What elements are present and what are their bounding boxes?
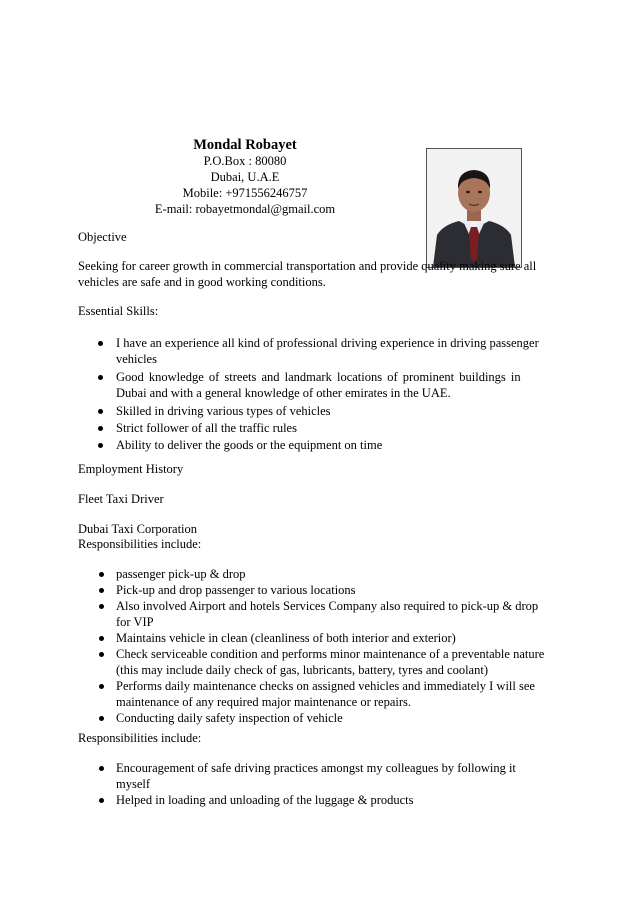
list-item: Helped in loading and unloading of the luggage & products bbox=[116, 792, 566, 808]
bullet-icon bbox=[99, 716, 104, 721]
list-item: Skilled in driving various types of vehicles bbox=[116, 403, 556, 419]
responsibilities-list bbox=[116, 566, 566, 726]
objective-line: vehicles are safe and in good working conditions. bbox=[78, 275, 326, 289]
list-item: Also involved Airport and hotels Services Company also required to pick-up & drop for VIP bbox=[116, 598, 566, 630]
objective-text bbox=[78, 258, 558, 290]
bullet-icon bbox=[98, 426, 103, 431]
list-item: Encouragement of safe driving practices amongst my colleagues by following it myself bbox=[116, 760, 566, 792]
city: Dubai, U.A.E bbox=[210, 170, 280, 184]
list-item: Good knowledge of streets and landmark locations of prominent buildings in Dubai and with a general knowledge of other emirates in the UAE. bbox=[116, 369, 556, 401]
responsibilities-heading: Responsibilities include: bbox=[78, 537, 202, 551]
portrait-image bbox=[427, 149, 521, 267]
contact-header bbox=[150, 137, 340, 217]
list-item: Performs daily maintenance checks on assigned vehicles and immediately I will see maintenance of any required major maintenance or repairs. bbox=[116, 678, 566, 710]
bullet-icon bbox=[99, 684, 104, 689]
skills-heading: Essential Skills: bbox=[78, 304, 159, 318]
list-item: I have an experience all kind of professional driving experience in driving passenger vehicles bbox=[116, 335, 556, 367]
bullet-icon bbox=[98, 375, 103, 380]
bullet-icon bbox=[99, 588, 104, 593]
company-name: Dubai Taxi Corporation bbox=[78, 522, 198, 536]
bullet-icon bbox=[99, 604, 104, 609]
list-item: Maintains vehicle in clean (cleanliness of both interior and exterior) bbox=[116, 630, 566, 646]
responsibilities-heading-2: Responsibilities include: bbox=[78, 731, 202, 745]
bullet-icon bbox=[99, 798, 104, 803]
job-title: Fleet Taxi Driver bbox=[78, 492, 164, 506]
objective-line: Seeking for career growth in commercial transportation and provide quality making sure all bbox=[78, 259, 537, 273]
list-item: Check serviceable condition and performs minor maintenance of a preventable nature (this may include daily check of gas, lubricants, battery, tyres and coolant) bbox=[116, 646, 566, 678]
bullet-icon bbox=[99, 636, 104, 641]
employment-heading: Employment History bbox=[78, 462, 184, 476]
bullet-icon bbox=[99, 652, 104, 657]
candidate-name: Mondal Robayet bbox=[193, 137, 297, 153]
po-box: P.O.Box : 80080 bbox=[203, 154, 287, 168]
responsibilities-list-2 bbox=[116, 760, 566, 808]
bullet-icon bbox=[98, 443, 103, 448]
profile-photo bbox=[426, 148, 522, 268]
objective-heading: Objective bbox=[78, 230, 127, 244]
list-item: Conducting daily safety inspection of vehicle bbox=[116, 710, 566, 726]
bullet-icon bbox=[99, 766, 104, 771]
mobile: Mobile: +971556246757 bbox=[182, 186, 308, 200]
skills-list bbox=[116, 335, 556, 453]
list-item: Ability to deliver the goods or the equipment on time bbox=[116, 437, 556, 453]
bullet-icon bbox=[98, 409, 103, 414]
bullet-icon bbox=[98, 341, 103, 346]
bullet-icon bbox=[99, 572, 104, 577]
email: E-mail: robayetmondal@gmail.com bbox=[154, 202, 336, 216]
list-item: Strict follower of all the traffic rules bbox=[116, 420, 556, 436]
list-item: Pick-up and drop passenger to various locations bbox=[116, 582, 566, 598]
list-item: passenger pick-up & drop bbox=[116, 566, 566, 582]
